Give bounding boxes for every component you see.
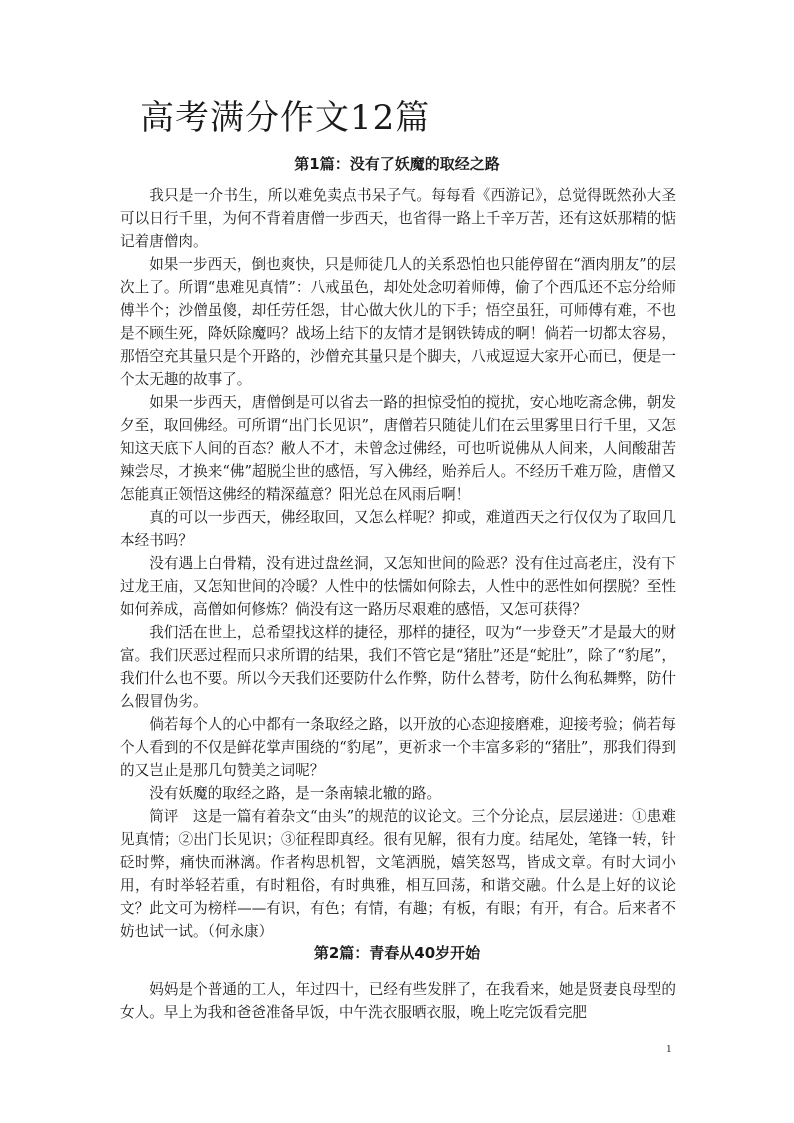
essay-1-heading: 第1篇：没有了妖魔的取经之路 [294,155,500,173]
paragraph: 我们活在世上，总希望找这样的捷径，那样的捷径，叹为“一步登天”才是最大的财富。我们厌恶过程而只求所谓的结果，我们不管它是“猪肚”还是“蛇肚”，除了“豹尾”，我们什么也不要。所以今天我们还要防什么作弊，防什么替考，防什么徇私舞弊，防什么假冒伪劣。 [120,624,676,710]
paragraph: 没有遇上白骨精，没有进过盘丝洞，又怎知世间的险恶？没有住过高老庄，没有下过龙王庙，又怎知世间的冷暖？人性中的怯懦如何除去，人性中的恶性如何摆脱？至性如何养成，高僧如何修炼？倘没有这一路历尽艰难的感悟，又怎可获得？ [120,555,676,618]
paragraph: 没有妖魔的取经之路，是一条南辕北辙的路。 [149,785,442,802]
essay-2-body [120,978,676,1024]
document-title: 高考满分作文12篇 [140,98,431,138]
essay-1-body [120,184,676,943]
paragraph: 妈妈是个普通的工人，年过四十，已经有些发胖了，在我看来，她是贤妻良母型的女人。早上为我和爸爸准备早饭，中午洗衣服晒衣服，晚上吃完饭看完肥 [120,981,676,1021]
paragraph: 真的可以一步西天，佛经取回，又怎么样呢？抑或，难道西天之行仅仅为了取回几本经书吗？ [120,509,676,549]
review-paragraph: 简评 这是一篇有着杂文“由头”的规范的议论文。三个分论点，层层递进：①患难见真情；②出门长见识；③征程即真经。很有见解，很有力度。结尾处，笔锋一转，针砭时弊，痛快而淋漓。作者构思机智，文笔洒脱，嬉笑怒骂，皆成文章。有时大词小用，有时举轻若重，有时粗俗，有时典雅，相互回荡，和谐交融。什么是上好的议论文？此文可为榜样——有识，有色；有情，有趣；有板，有眼；有开，有合。后来者不妨也试一试。（何永康） [120,808,676,940]
paragraph: 如果一步西天，倒也爽快，只是师徒几人的关系恐怕也只能停留在“酒肉朋友”的层次上了。所谓“患难见真情”：八戒虽色，却处处念叨着师傅，偷了个西瓜还不忘分给师傅半个；沙僧虽傻，却任劳任怨，甘心做大伙儿的下手；悟空虽狂，可师傅有难，不也是不顾生死，降妖除魔吗？战场上结下的友情才是钢铁铸成的啊！倘若一切都太容易，那悟空充其量只是个开路的，沙僧充其量只是个脚夫，八戒逗逗大家开心而已，便是一个太无趣的故事了。 [120,256,676,388]
paragraph: 如果一步西天，唐僧倒是可以省去一路的担惊受怕的搅扰，安心地吃斋念佛，朝发夕至，取回佛经。可所谓“出门长见识”，唐僧若只随徒儿们在云里雾里日行千里，又怎知这天底下人间的百态？敝人不才，未曾念过佛经，可也听说佛从人间来，人间酸甜苦辣尝尽，才换来“佛”超脱尘世的感悟，写入佛经，贻养后人。不经历千难万险，唐僧又怎能真正领悟这佛经的精深蕴意？阳光总在风雨后啊！ [120,394,676,503]
paragraph: 倘若每个人的心中都有一条取经之路，以开放的心态迎接磨难，迎接考验；倘若每个人看到的不仅是鲜花掌声围绕的“豹尾”，更祈求一个丰富多彩的“猪肚”，那我们得到的又岂止是那几句赞美之词呢？ [120,716,676,779]
page-number: 1 [666,1043,672,1055]
essay-2-heading: 第2篇：青春从40岁开始 [313,944,481,962]
paragraph: 我只是一介书生，所以难免卖点书呆子气。每每看《西游记》，总觉得既然孙大圣可以日行千里，为何不背着唐僧一步西天，也省得一路上千辛万苦，还有这妖那精的惦记着唐僧肉。 [120,187,676,250]
